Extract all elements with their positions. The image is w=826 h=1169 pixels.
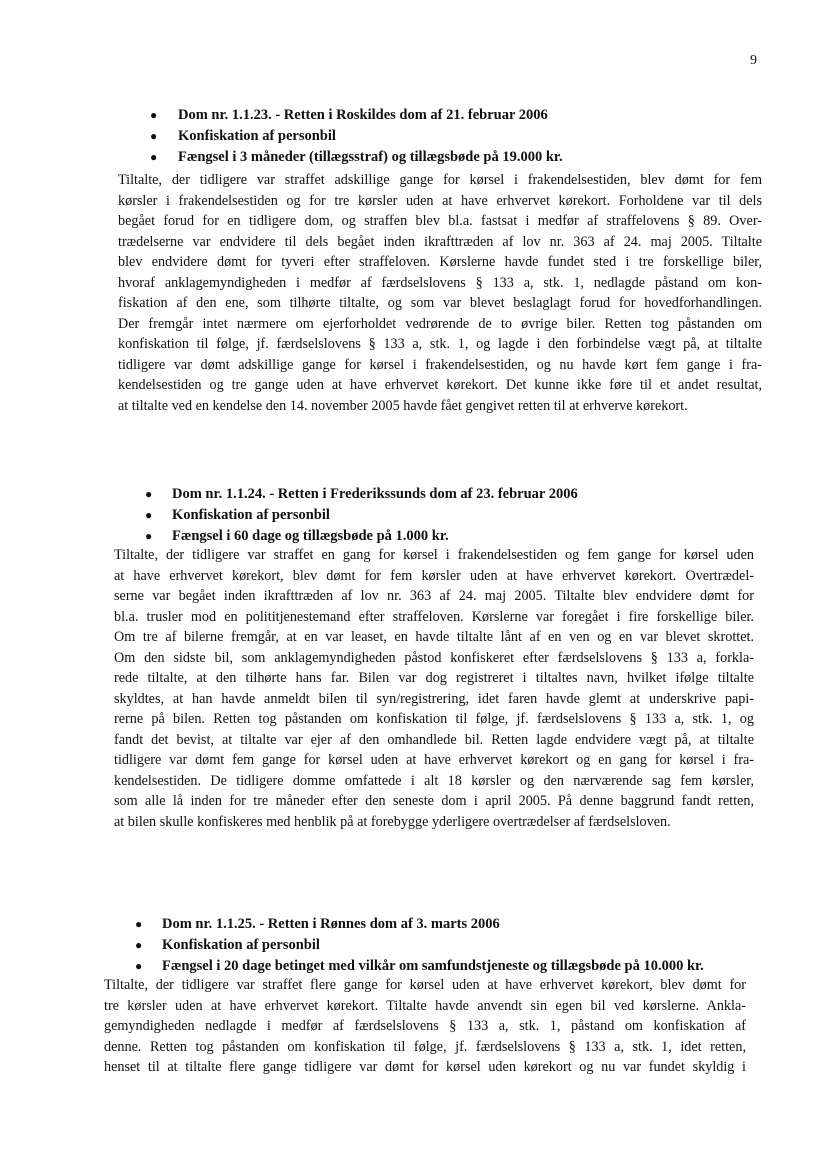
text-line: fandt det bevist, at tiltalte var ejer af den omhandlede bil. Retten lagde endvidere vægt på, at tiltalte bbox=[114, 731, 754, 748]
text-line: Tiltalte, der tidligere var straffet flere gange for kørsel uden at have erhvervet kørekort, blev dømt for bbox=[104, 977, 746, 993]
text-line: trædelserne var endvidere til dels begået inden ikrafttræden af lov nr. 363 af 24. maj 2005. Tiltalte bbox=[118, 233, 762, 250]
text-line: hvoraf anklagemyndigheden i medfør af færdselslovens § 133 a, stk. 1, nedlagde påstand om kon- bbox=[118, 274, 762, 291]
text-line: tre kørsler uden at have erhvervet kørekort. Tiltalte havde anvendt sin egen bil ved kørslerne. Ankla- bbox=[104, 997, 746, 1014]
bullet-dot-icon: ● bbox=[135, 938, 143, 952]
text-line: rerne på bilen. Retten tog påstanden om konfiskation til følge, jf. færdselslovens § 133 a, stk. 1, og bbox=[114, 711, 754, 727]
sentence-bullet: ● Fængsel i 20 dage betinget med vilkår om samfundstjeneste og tillægsbøde på 10.000 kr. bbox=[0, 956, 826, 977]
bullet-dot-icon: ● bbox=[150, 129, 158, 143]
bullet-dot-icon: ● bbox=[135, 959, 143, 973]
text-line: rede tiltalte, at den tilhørte hans far. Bilen var dog registreret i tiltaltes navn, hvilket ifølge tiltalte bbox=[114, 670, 754, 686]
text-line: begået forud for en tidligere dom, og straffen blev bl.a. fastsat i medfør af straffelovens § 89. Over- bbox=[118, 213, 762, 229]
case-section-1-1-24 bbox=[0, 484, 826, 830]
text-line: Tiltalte, der tidligere var straffet en gang for kørsel i frakendelsestiden og fem gange for kørsel uden bbox=[114, 547, 754, 563]
case-title-bullet: ● Dom nr. 1.1.24. - Retten i Frederikssunds dom af 23. februar 2006 bbox=[0, 484, 826, 505]
case-section-1-1-25 bbox=[0, 914, 826, 1075]
case-summary-bullets bbox=[0, 914, 826, 977]
sentence-bullet: ● Fængsel i 3 måneder (tillægsstraf) og tillægsbøde på 19.000 kr. bbox=[0, 147, 826, 168]
text-line: henset til at tiltalte flere gange tidligere var dømt for kørsel uden kørekort og nu var fundet skyldig i bbox=[104, 1059, 746, 1075]
text-line: denne. Retten tog påstanden om konfiskation til følge, jf. færdselslovens § 133 a, stk. 1, idet retten, bbox=[104, 1038, 746, 1055]
text-line: Om den sidste bil, som anklagemyndigheden påstod konfiskeret efter færdselslovens § 133 a, forkla- bbox=[114, 649, 754, 666]
text-line: kørsler i frakendelsestiden og for tre kørsler uden at have erhvervet kørekort. Forholdene var til dels bbox=[118, 192, 762, 209]
text-line: fiskation af den ene, som tilhørte tiltalte, og som var blevet beslaglagt forud for hovedforhandlingen. bbox=[118, 295, 762, 311]
bullet-dot-icon: ● bbox=[135, 917, 143, 931]
text-line: gemyndigheden nedlagde i medfør af færdselslovens § 133 a, stk. 1, påstand om konfiskation af bbox=[104, 1018, 746, 1034]
text-line: konfiskation til følge, jf. færdselslovens § 133 a, stk. 1, og lagde i den forbindelse vægt på, at tiltalte bbox=[118, 336, 762, 352]
text-line: som alle lå inden for tre måneder efter den seneste dom i april 2005. På denne baggrund fandt retten, bbox=[114, 793, 754, 809]
case-body-text bbox=[118, 170, 762, 416]
text-line: tidligere var dømt adskillige gange for kørsel i frakendelsestiden, og nu havde kørt fem gange i fra- bbox=[118, 356, 762, 373]
text-line: at bilen skulle konfiskeres med henblik på at forebygge yderligere overtrædelser af færdselsloven. bbox=[114, 813, 671, 830]
bullet-dot-icon: ● bbox=[150, 150, 158, 164]
text-line: serne var begået inden ikrafttræden af lov nr. 363 af 24. maj 2005. Tiltalte blev endvidere dømt for bbox=[114, 588, 754, 604]
page-number: 9 bbox=[750, 53, 757, 68]
case-summary-bullets bbox=[0, 484, 826, 547]
measure-bullet: ● Konfiskation af personbil bbox=[0, 505, 826, 526]
text-line: Der fremgår intet nærmere om ejerforholdet vedrørende de to øvrige biler. Retten tog påstanden om bbox=[118, 315, 762, 332]
case-body-text bbox=[104, 975, 746, 1078]
bullet-dot-icon: ● bbox=[145, 529, 153, 543]
case-section-1-1-23 bbox=[0, 105, 826, 414]
text-line: blev endvidere dømt for tyveri efter straffeloven. Kørslerne havde fundet sted i tre forskellige biler, bbox=[118, 254, 762, 270]
text-line: kendelsestiden og tre gange uden at have erhvervet kørekort. Det kunne ikke føre til et andet resultat, bbox=[118, 377, 762, 393]
sentence-bullet: ● Fængsel i 60 dage og tillægsbøde på 1.000 kr. bbox=[0, 526, 826, 547]
text-line: bl.a. trusler mod en polititjenestemand efter straffeloven. Kørslerne var foregået i fire forskellige biler. bbox=[114, 608, 754, 625]
text-line: at tiltalte ved en kendelse den 14. november 2005 havde fået gengivet retten til at erhverve kørekort. bbox=[118, 397, 688, 414]
case-title-bullet: ● Dom nr. 1.1.23. - Retten i Roskildes dom af 21. februar 2006 bbox=[0, 105, 826, 126]
measure-bullet: ● Konfiskation af personbil bbox=[0, 935, 826, 956]
text-line: at have erhvervet kørekort, blev dømt for fem kørsler uden at have erhvervet kørekort. Overtrædel- bbox=[114, 567, 754, 584]
text-line: skyldtes, at han havde anmeldt bilen til syn/registrering, idet faren havde glemt at underskrive papi- bbox=[114, 690, 754, 707]
text-line: Om tre af bilerne fremgår, at en var leaset, en havde tiltalte lånt af en ven og en var blevet skrottet. bbox=[114, 629, 754, 645]
case-title-bullet: ● Dom nr. 1.1.25. - Retten i Rønnes dom af 3. marts 2006 bbox=[0, 914, 826, 935]
bullet-dot-icon: ● bbox=[150, 108, 158, 122]
text-line: kendelsestiden. De tidligere domme omfattede i alt 18 kørsler og den nærværende sag fem kørsler, bbox=[114, 772, 754, 789]
measure-bullet: ● Konfiskation af personbil bbox=[0, 126, 826, 147]
bullet-dot-icon: ● bbox=[145, 508, 153, 522]
case-summary-bullets bbox=[0, 105, 826, 168]
text-line: Tiltalte, der tidligere var straffet adskillige gange for kørsel i frakendelsestiden, blev dømt for fem bbox=[118, 172, 762, 188]
text-line: tidligere var dømt fem gange for kørsel uden at have erhvervet kørekort og en gang for kørsel i fra- bbox=[114, 752, 754, 768]
bullet-dot-icon: ● bbox=[145, 487, 153, 501]
case-body-text bbox=[114, 545, 754, 832]
